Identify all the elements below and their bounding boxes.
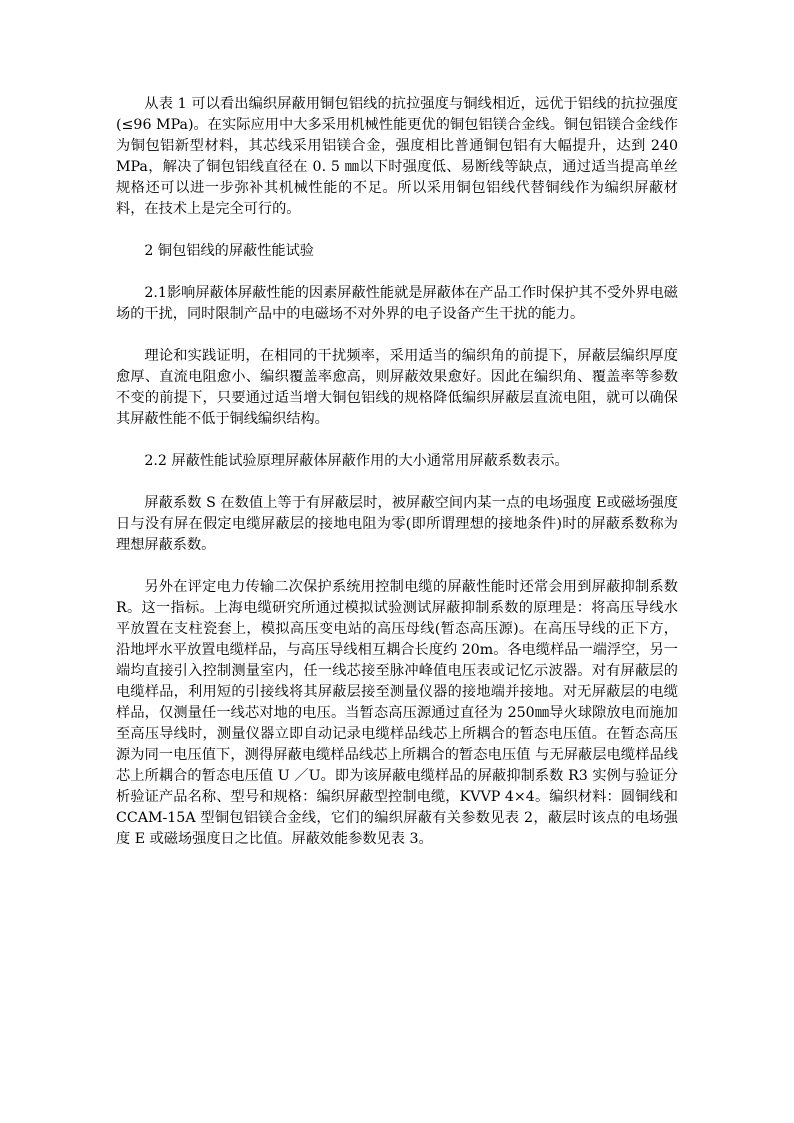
paragraph-2-1-factors: 2.1影响屏蔽体屏蔽性能的因素屏蔽性能就是屏蔽体在产品工作时保护其不受外界电磁场的干扰，同时限制产品中的电磁场不对外界的电子设备产生干扰的能力。 (116, 285, 678, 322)
paragraph-theory-practice: 理论和实践证明，在相同的干扰频率，采用适当的编织角的前提下，屏蔽层编织厚度愈厚、直流电阻愈小、编织覆盖率愈高，则屏蔽效果愈好。因此在编织角、覆盖率等参数不变的前提下，只要通过适当增大铜包铝线的规格降低编织屏蔽层直流电阻，就可以确保其屏蔽性能不低于铜线编织结构。 (116, 348, 678, 427)
paragraph-tensile-strength: 从表 1 可以看出编织屏蔽用铜包铝线的抗拉强度与铜线相近，远优于铝线的抗拉强度(≤96 MPa)。在实际应用中大多采用机械性能更优的铜包铝镁合金线。铜包铝镁合金线作为铜包铝新型材料，其芯线采用铝镁合金，强度相比普通铜包铝有大幅提升，达到 240 MPa，解决了铜包铝线直径在 0. 5 ㎜以下时强度低、易断线等缺点，通过适当提高单丝规格还可以进一步弥补其机械性能的不足。所以采用铜包铝线代替铜线作为编织屏蔽材料，在技术上是完全可行的。 (116, 96, 678, 217)
paragraph-shielding-coefficient: 屏蔽系数 S 在数值上等于有屏蔽层时，被屏蔽空间内某一点的电场强度 E或磁场强度日与没有屏在假定电缆屏蔽层的接地电阻为零(即所谓理想的接地条件)时的屏蔽系数称为理想屏蔽系数。 (116, 495, 678, 553)
document-body (116, 94, 678, 850)
section-heading-2: 2 铜包铝线的屏蔽性能试验 (144, 243, 314, 259)
paragraph-2-2-principle: 2.2 屏蔽性能试验原理屏蔽体屏蔽作用的大小通常用屏蔽系数表示。 (144, 453, 569, 469)
paragraph-suppression-coefficient: 另外在评定电力传输二次保护系统用控制电缆的屏蔽性能时还常会用到屏蔽抑制系数 R。这一指标。上海电缆研究所通过模拟试验测试屏蔽抑制系数的原理是：将高压导线水平放置在支柱瓷套上，模拟高压变电站的高压母线(暂态高压源)。在高压导线的正下方，沿地坪水平放置电缆样品，与高压导线相互耦合长度约 20m。各电缆样品一端浮空，另一端均直接引入控制测量室内，任一线芯接至脉冲峰值电压表或记忆示波器。对有屏蔽层的电缆样品，利用短的引接线将其屏蔽层接至测量仪器的接地端并接地。对无屏蔽层的电缆样品，仅测量任一线芯对地的电压。当暂态高压源通过直径为 250㎜导火球隙放电而施加至高压导线时，测量仪器立即自动记录电缆样品线芯上所耦合的暂态电压值。在暂态高压源为同一电压值下，测得屏蔽电缆样品线芯上所耦合的暂态电压值 与无屏蔽层电缆样品线芯上所耦合的暂态电压值 U ／U。即为该屏蔽电缆样品的屏蔽抑制系数 R3 实例与验证分析验证产品名称、型号和规格：编织屏蔽型控制电缆，KVVP 4×4。编织材料：圆铜线和 CCAM-15A 型铜包铝镁合金线，它们的编织屏蔽有关参数见表 2，蔽层时该点的电场强度 E 或磁场强度日之比值。屏蔽效能参数见表 3。 (116, 579, 678, 847)
